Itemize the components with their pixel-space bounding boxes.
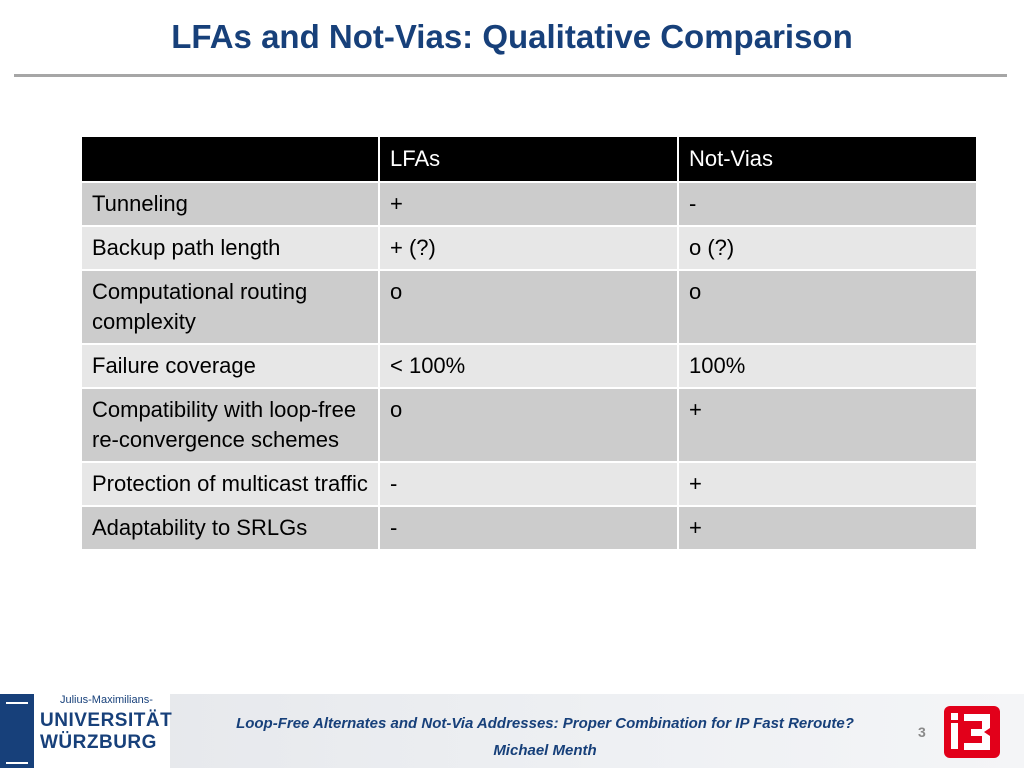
table-cell: o xyxy=(379,388,678,462)
university-name-line1: UNIVERSITÄT xyxy=(40,710,173,731)
table-cell: Protection of multicast traffic xyxy=(81,462,379,506)
table-row xyxy=(81,388,977,462)
table-header-cell xyxy=(81,136,379,182)
table-cell: Computational routing complexity xyxy=(81,270,379,344)
table-cell: + xyxy=(678,462,977,506)
table-cell: + xyxy=(678,506,977,550)
table-row xyxy=(81,226,977,270)
table-row xyxy=(81,344,977,388)
author-name: Michael Menth xyxy=(493,742,597,759)
table-cell: + xyxy=(678,388,977,462)
table-cell: + xyxy=(379,182,678,226)
title-divider xyxy=(14,74,1007,77)
table-cell: - xyxy=(379,506,678,550)
table-row xyxy=(81,506,977,550)
table-cell: Tunneling xyxy=(81,182,379,226)
table-cell: Backup path length xyxy=(81,226,379,270)
university-emblem-icon xyxy=(0,694,34,768)
university-name-line2: WÜRZBURG xyxy=(40,732,157,753)
table-cell: - xyxy=(678,182,977,226)
table-cell: o xyxy=(379,270,678,344)
slide-title: LFAs and Not-Vias: Qualitative Comparison xyxy=(171,18,853,55)
table-cell: o (?) xyxy=(678,226,977,270)
i3-logo-icon xyxy=(944,704,1000,760)
talk-title: Loop-Free Alternates and Not-Via Addresses: Proper Combination for IP Fast Reroute? xyxy=(236,715,854,732)
table-cell: Adaptability to SRLGs xyxy=(81,506,379,550)
table-header-row xyxy=(81,136,977,182)
table-cell: Compatibility with loop-free re-convergence schemes xyxy=(81,388,379,462)
table-cell: + (?) xyxy=(379,226,678,270)
table-row xyxy=(81,182,977,226)
table-header-cell: LFAs xyxy=(379,136,678,182)
table-header-cell: Not-Vias xyxy=(678,136,977,182)
table-cell: 100% xyxy=(678,344,977,388)
table-cell: < 100% xyxy=(379,344,678,388)
table-cell: o xyxy=(678,270,977,344)
page-number: 3 xyxy=(918,724,926,740)
table-cell: Failure coverage xyxy=(81,344,379,388)
table-cell: - xyxy=(379,462,678,506)
university-name-small: Julius-Maximilians- xyxy=(60,694,153,706)
table-row xyxy=(81,270,977,344)
table-row xyxy=(81,462,977,506)
university-logo xyxy=(0,694,173,768)
comparison-table xyxy=(80,135,978,551)
